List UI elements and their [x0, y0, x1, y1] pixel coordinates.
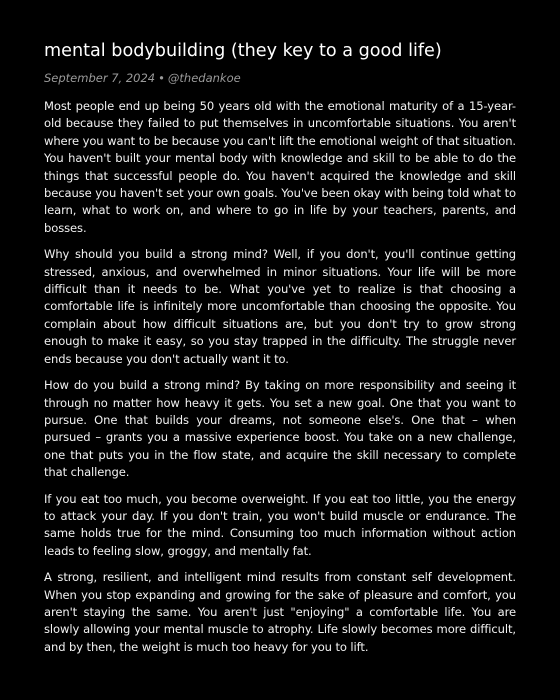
paragraph-3: How do you build a strong mind? By taking on more responsibility and seeing it through no matter how heavy it gets. You set a new goal. One that you want to pursue. One that builds your dreams, not someone else's. One that – when pursued – grants you a massive experience boost. You take on a new challenge, one that puts you in the flow state, and acquire the skill necessary to complete that challenge. [44, 378, 516, 480]
article-author[interactable]: @thedankoe [167, 71, 241, 85]
meta-separator: • [158, 71, 165, 85]
article-body [44, 98, 516, 656]
article-meta [44, 70, 516, 86]
article-title: mental bodybuilding (they key to a good life) [44, 41, 442, 61]
paragraph-4: If you eat too much, you become overweight. If you eat too little, you the energy to attack your day. If you don't train, you won't build muscle or endurance. The same holds true for the mind. Consuming too much information without action leads to feeling slow, groggy, and mentally fat. [44, 491, 516, 558]
paragraph-2: Why should you build a strong mind? Well, if you don't, you'll continue getting stressed, anxious, and overwhelmed in minor situations. Your life will be more difficult than it needs to be. What you've yet to realize is that choosing a comfortable life is infinitely more uncomfortable than choosing the opposite. You complain about how difficult situations are, but you don't try to grow strong enough to make it easy, so you stay trapped in the difficulty. The struggle never ends because you don't actually want it to. [44, 247, 516, 366]
article [44, 40, 516, 665]
article-date: September 7, 2024 [44, 71, 156, 85]
paragraph-1: Most people end up being 50 years old with the emotional maturity of a 15-year-old because they failed to put themselves in uncomfortable situations. You aren't where you want to be because you can't lift the emotional weight of that situation. You haven't built your mental body with knowledge and skill to be able to do the things that successful people do. You haven't acquired the knowledge and skill because you haven't set your own goals. You've been okay with being told what to learn, what to work on, and where to go in life by your teachers, parents, and bosses. [44, 99, 516, 235]
paragraph-5: A strong, resilient, and intelligent mind results from constant self development. When you stop expanding and growing for the sake of pleasure and comfort, you aren't staying the same. You aren't just "enjoying" a comfortable life. You are slowly allowing your mental muscle to atrophy. Life slowly becomes more difficult, and by then, the weight is much too heavy for you to lift. [44, 570, 516, 654]
